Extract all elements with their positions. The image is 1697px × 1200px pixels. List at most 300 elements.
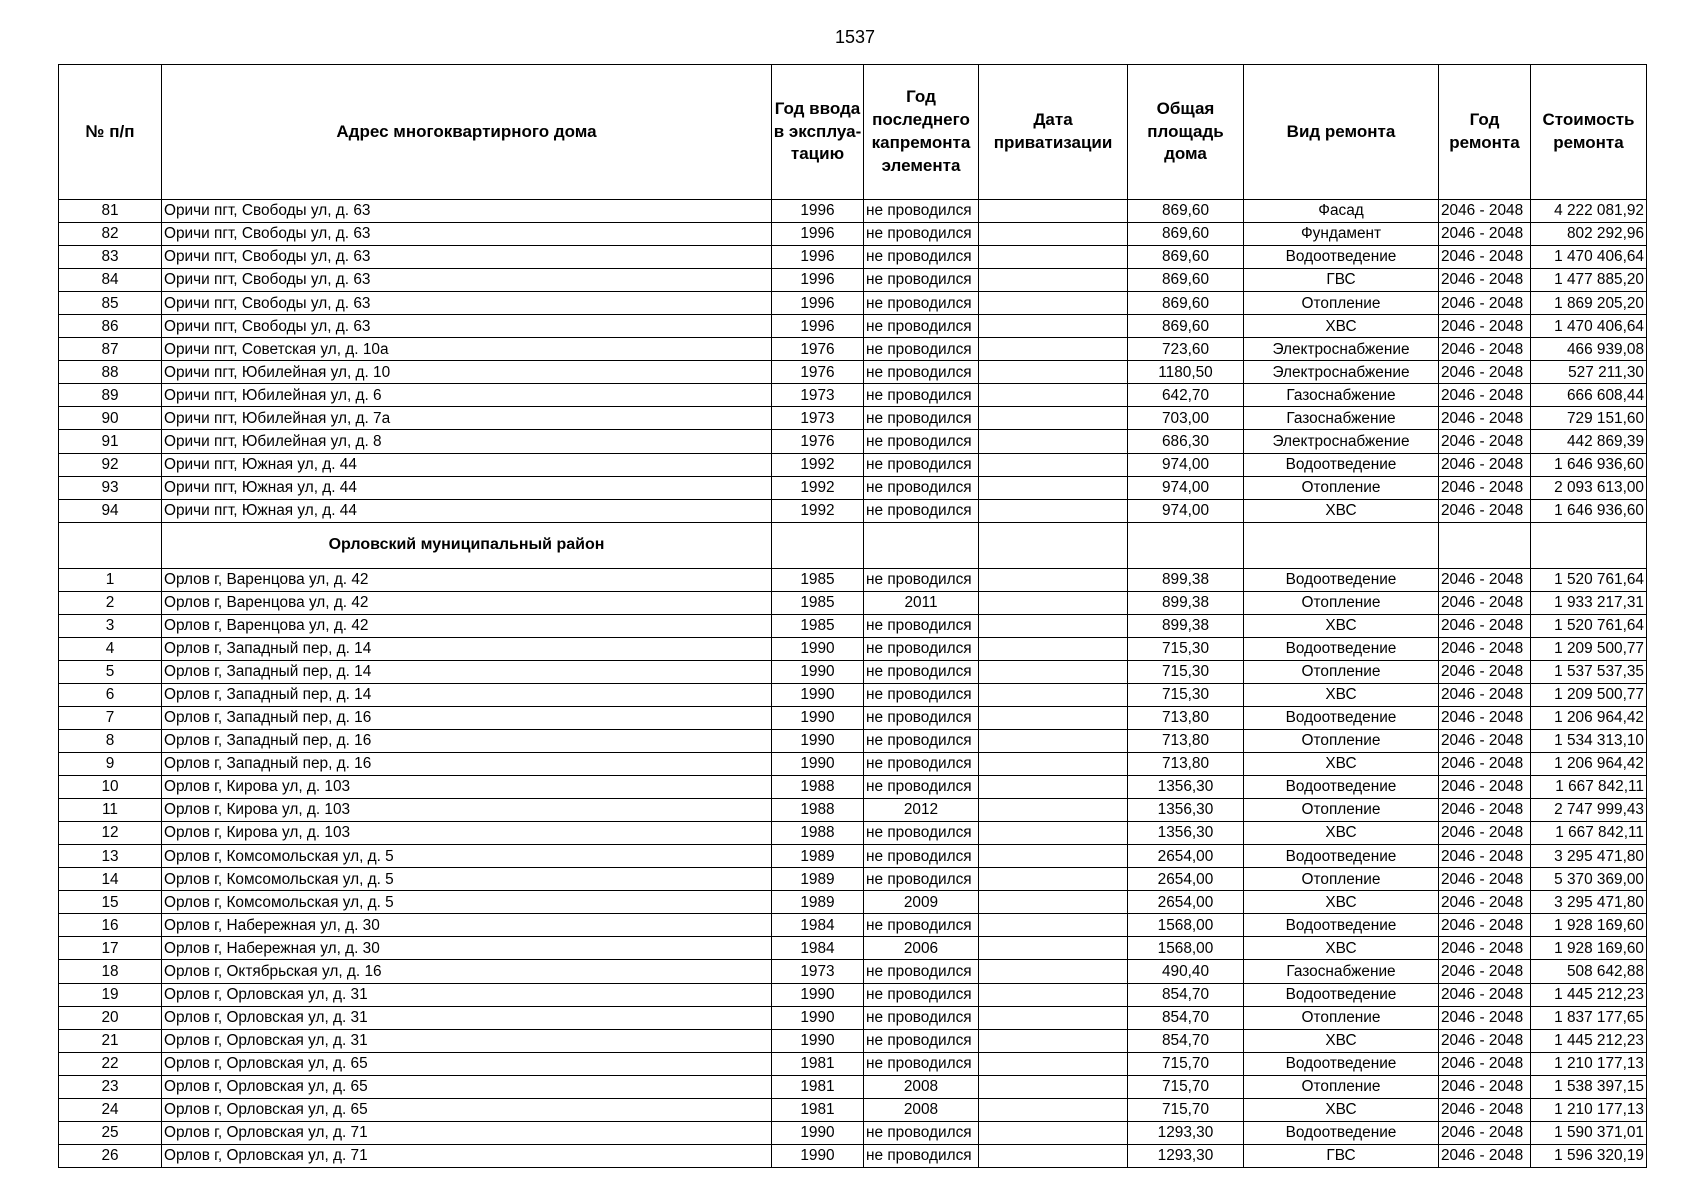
privatization-date-cell (979, 407, 1128, 430)
repair-cost-cell: 3 295 471,80 (1531, 891, 1647, 914)
privatization-date-cell (979, 683, 1128, 706)
repair-period-cell: 2046 - 2048 (1439, 315, 1531, 338)
table-row (59, 960, 1647, 983)
section-title: Орловский муниципальный район (162, 522, 772, 568)
repair-period-cell: 2046 - 2048 (1439, 960, 1531, 983)
address-cell: Орлов г, Орловская ул, д. 65 (162, 1098, 772, 1121)
row-number-cell: 84 (59, 269, 162, 292)
last-repair-cell: не проводился (864, 269, 979, 292)
repair-kind-cell: Отопление (1244, 799, 1439, 822)
last-repair-cell: не проводился (864, 660, 979, 683)
repair-kind-cell: ГВС (1244, 1144, 1439, 1167)
row-number-cell: 14 (59, 868, 162, 891)
last-repair-cell: не проводился (864, 706, 979, 729)
year-commissioned-cell: 1990 (772, 753, 864, 776)
repair-cost-cell: 1 667 842,11 (1531, 822, 1647, 845)
address-cell: Орлов г, Варенцова ул, д. 42 (162, 614, 772, 637)
repair-period-cell: 2046 - 2048 (1439, 361, 1531, 384)
year-commissioned-cell: 1990 (772, 1121, 864, 1144)
repair-cost-cell: 3 295 471,80 (1531, 845, 1647, 868)
row-number-cell: 93 (59, 476, 162, 499)
address-cell: Оричи пгт, Свободы ул, д. 63 (162, 292, 772, 315)
row-number-cell: 7 (59, 706, 162, 729)
address-cell: Орлов г, Комсомольская ул, д. 5 (162, 891, 772, 914)
address-cell: Орлов г, Западный пер, д. 16 (162, 729, 772, 752)
total-area-cell: 869,60 (1128, 223, 1244, 246)
privatization-date-cell (979, 338, 1128, 361)
last-repair-cell: 2008 (864, 1098, 979, 1121)
privatization-date-cell (979, 1121, 1128, 1144)
address-cell: Орлов г, Западный пер, д. 16 (162, 753, 772, 776)
table-row (59, 499, 1647, 522)
table-row (59, 338, 1647, 361)
total-area-cell: 703,00 (1128, 407, 1244, 430)
row-number-cell: 90 (59, 407, 162, 430)
repair-period-cell: 2046 - 2048 (1439, 983, 1531, 1006)
total-area-cell: 490,40 (1128, 960, 1244, 983)
table-body (59, 200, 1647, 1168)
repair-cost-cell: 1 538 397,15 (1531, 1075, 1647, 1098)
privatization-date-cell (979, 914, 1128, 937)
repair-cost-cell: 2 093 613,00 (1531, 476, 1647, 499)
repair-period-cell: 2046 - 2048 (1439, 200, 1531, 223)
year-commissioned-cell: 1990 (772, 706, 864, 729)
table-row (59, 937, 1647, 960)
repair-period-cell: 2046 - 2048 (1439, 937, 1531, 960)
last-repair-cell: не проводился (864, 499, 979, 522)
table-row (59, 660, 1647, 683)
table-row (59, 868, 1647, 891)
repair-kind-cell: Водоотведение (1244, 776, 1439, 799)
table-row (59, 269, 1647, 292)
repair-period-cell: 2046 - 2048 (1439, 1144, 1531, 1167)
repair-cost-cell: 466 939,08 (1531, 338, 1647, 361)
privatization-date-cell (979, 315, 1128, 338)
repair-kind-cell: Водоотведение (1244, 1121, 1439, 1144)
row-number-cell: 1 (59, 568, 162, 591)
repair-period-cell: 2046 - 2048 (1439, 683, 1531, 706)
privatization-date-cell (979, 430, 1128, 453)
section-empty-cell (772, 522, 864, 568)
year-commissioned-cell: 1996 (772, 269, 864, 292)
last-repair-cell: не проводился (864, 683, 979, 706)
privatization-date-cell (979, 1098, 1128, 1121)
address-cell: Орлов г, Октябрьская ул, д. 16 (162, 960, 772, 983)
row-number-cell: 18 (59, 960, 162, 983)
year-commissioned-cell: 1990 (772, 729, 864, 752)
last-repair-cell: не проводился (864, 246, 979, 269)
address-cell: Орлов г, Кирова ул, д. 103 (162, 822, 772, 845)
year-commissioned-cell: 1976 (772, 361, 864, 384)
repair-kind-cell: Водоотведение (1244, 914, 1439, 937)
repair-cost-cell: 1 596 320,19 (1531, 1144, 1647, 1167)
privatization-date-cell (979, 937, 1128, 960)
row-number-cell: 83 (59, 246, 162, 269)
privatization-date-cell (979, 1075, 1128, 1098)
address-cell: Орлов г, Набережная ул, д. 30 (162, 937, 772, 960)
repair-cost-cell: 4 222 081,92 (1531, 200, 1647, 223)
address-cell: Орлов г, Западный пер, д. 14 (162, 660, 772, 683)
repair-kind-cell: Газоснабжение (1244, 407, 1439, 430)
repair-cost-cell: 802 292,96 (1531, 223, 1647, 246)
privatization-date-cell (979, 453, 1128, 476)
table-row (59, 200, 1647, 223)
last-repair-cell: не проводился (864, 384, 979, 407)
repair-period-cell: 2046 - 2048 (1439, 614, 1531, 637)
year-commissioned-cell: 1976 (772, 430, 864, 453)
privatization-date-cell (979, 269, 1128, 292)
table-row (59, 223, 1647, 246)
address-cell: Орлов г, Орловская ул, д. 71 (162, 1144, 772, 1167)
table-row (59, 568, 1647, 591)
year-commissioned-cell: 1985 (772, 568, 864, 591)
total-area-cell: 974,00 (1128, 476, 1244, 499)
repair-kind-cell: Электроснабжение (1244, 430, 1439, 453)
table-row (59, 845, 1647, 868)
repair-period-cell: 2046 - 2048 (1439, 338, 1531, 361)
address-cell: Орлов г, Набережная ул, д. 30 (162, 914, 772, 937)
repair-cost-cell: 1 520 761,64 (1531, 568, 1647, 591)
table-row (59, 591, 1647, 614)
repair-cost-cell: 1 470 406,64 (1531, 315, 1647, 338)
year-commissioned-cell: 1996 (772, 315, 864, 338)
last-repair-cell: не проводился (864, 729, 979, 752)
section-empty-cell (979, 522, 1128, 568)
total-area-cell: 713,80 (1128, 729, 1244, 752)
repair-kind-cell: Водоотведение (1244, 568, 1439, 591)
table-row (59, 753, 1647, 776)
total-area-cell: 869,60 (1128, 200, 1244, 223)
year-commissioned-cell: 1992 (772, 499, 864, 522)
privatization-date-cell (979, 384, 1128, 407)
year-commissioned-cell: 1981 (772, 1075, 864, 1098)
row-number-cell: 81 (59, 200, 162, 223)
year-commissioned-cell: 1973 (772, 960, 864, 983)
address-cell: Оричи пгт, Юбилейная ул, д. 6 (162, 384, 772, 407)
header-repair-period: Год ремонта (1439, 65, 1531, 200)
address-cell: Орлов г, Орловская ул, д. 31 (162, 1029, 772, 1052)
address-cell: Оричи пгт, Свободы ул, д. 63 (162, 246, 772, 269)
last-repair-cell: не проводился (864, 292, 979, 315)
address-cell: Оричи пгт, Свободы ул, д. 63 (162, 315, 772, 338)
last-repair-cell: не проводился (864, 568, 979, 591)
header-num: № п/п (59, 65, 162, 200)
repair-kind-cell: ХВС (1244, 1098, 1439, 1121)
last-repair-cell: не проводился (864, 868, 979, 891)
repair-period-cell: 2046 - 2048 (1439, 914, 1531, 937)
table-row (59, 683, 1647, 706)
total-area-cell: 715,70 (1128, 1075, 1244, 1098)
repair-period-cell: 2046 - 2048 (1439, 292, 1531, 315)
repair-kind-cell: ХВС (1244, 937, 1439, 960)
privatization-date-cell (979, 799, 1128, 822)
privatization-date-cell (979, 753, 1128, 776)
total-area-cell: 642,70 (1128, 384, 1244, 407)
total-area-cell: 899,38 (1128, 568, 1244, 591)
repair-period-cell: 2046 - 2048 (1439, 568, 1531, 591)
repair-cost-cell: 1 590 371,01 (1531, 1121, 1647, 1144)
last-repair-cell: 2008 (864, 1075, 979, 1098)
total-area-cell: 869,60 (1128, 246, 1244, 269)
last-repair-cell: не проводился (864, 753, 979, 776)
year-commissioned-cell: 1996 (772, 292, 864, 315)
table-row (59, 1121, 1647, 1144)
repair-kind-cell: ГВС (1244, 269, 1439, 292)
year-commissioned-cell: 1988 (772, 776, 864, 799)
table-row (59, 822, 1647, 845)
repair-kind-cell: Фасад (1244, 200, 1439, 223)
row-number-cell: 89 (59, 384, 162, 407)
last-repair-cell: 2009 (864, 891, 979, 914)
row-number-cell: 3 (59, 614, 162, 637)
table-row (59, 776, 1647, 799)
privatization-date-cell (979, 476, 1128, 499)
total-area-cell: 1568,00 (1128, 937, 1244, 960)
year-commissioned-cell: 1981 (772, 1052, 864, 1075)
row-number-cell: 86 (59, 315, 162, 338)
header-last-repair: Год последнего капремонта элемента (864, 65, 979, 200)
total-area-cell: 899,38 (1128, 614, 1244, 637)
total-area-cell: 715,70 (1128, 1052, 1244, 1075)
last-repair-cell: не проводился (864, 338, 979, 361)
row-number-cell: 26 (59, 1144, 162, 1167)
repair-kind-cell: Водоотведение (1244, 845, 1439, 868)
privatization-date-cell (979, 960, 1128, 983)
row-number-cell: 8 (59, 729, 162, 752)
repair-period-cell: 2046 - 2048 (1439, 591, 1531, 614)
privatization-date-cell (979, 891, 1128, 914)
privatization-date-cell (979, 729, 1128, 752)
total-area-cell: 1568,00 (1128, 914, 1244, 937)
row-number-cell: 13 (59, 845, 162, 868)
total-area-cell: 713,80 (1128, 753, 1244, 776)
repair-kind-cell: ХВС (1244, 891, 1439, 914)
repair-period-cell: 2046 - 2048 (1439, 845, 1531, 868)
repair-kind-cell: Газоснабжение (1244, 384, 1439, 407)
row-number-cell: 17 (59, 937, 162, 960)
repair-kind-cell: Отопление (1244, 1075, 1439, 1098)
year-commissioned-cell: 1990 (772, 660, 864, 683)
address-cell: Орлов г, Западный пер, д. 14 (162, 637, 772, 660)
year-commissioned-cell: 1996 (772, 200, 864, 223)
repair-cost-cell: 442 869,39 (1531, 430, 1647, 453)
total-area-cell: 1356,30 (1128, 776, 1244, 799)
address-cell: Орлов г, Комсомольская ул, д. 5 (162, 845, 772, 868)
address-cell: Оричи пгт, Юбилейная ул, д. 7а (162, 407, 772, 430)
table-row (59, 430, 1647, 453)
last-repair-cell: не проводился (864, 914, 979, 937)
year-commissioned-cell: 1985 (772, 591, 864, 614)
row-number-cell: 92 (59, 453, 162, 476)
privatization-date-cell (979, 292, 1128, 315)
table-row (59, 246, 1647, 269)
repair-cost-cell: 1 646 936,60 (1531, 453, 1647, 476)
address-cell: Орлов г, Кирова ул, д. 103 (162, 799, 772, 822)
section-empty-cell (864, 522, 979, 568)
year-commissioned-cell: 1984 (772, 937, 864, 960)
address-cell: Оричи пгт, Советская ул, д. 10а (162, 338, 772, 361)
year-commissioned-cell: 1984 (772, 914, 864, 937)
year-commissioned-cell: 1992 (772, 453, 864, 476)
year-commissioned-cell: 1996 (772, 246, 864, 269)
privatization-date-cell (979, 200, 1128, 223)
table-row (59, 1098, 1647, 1121)
last-repair-cell: не проводился (864, 407, 979, 430)
repair-kind-cell: ХВС (1244, 753, 1439, 776)
year-commissioned-cell: 1992 (772, 476, 864, 499)
repair-period-cell: 2046 - 2048 (1439, 1075, 1531, 1098)
repair-cost-cell: 1 933 217,31 (1531, 591, 1647, 614)
row-number-cell: 25 (59, 1121, 162, 1144)
table-row (59, 292, 1647, 315)
row-number-cell: 15 (59, 891, 162, 914)
privatization-date-cell (979, 845, 1128, 868)
last-repair-cell: не проводился (864, 315, 979, 338)
repair-cost-cell: 1 646 936,60 (1531, 499, 1647, 522)
repair-kind-cell: Отопление (1244, 1006, 1439, 1029)
total-area-cell: 686,30 (1128, 430, 1244, 453)
row-number-cell: 87 (59, 338, 162, 361)
section-row (59, 522, 1647, 568)
privatization-date-cell (979, 591, 1128, 614)
year-commissioned-cell: 1990 (772, 683, 864, 706)
last-repair-cell: не проводился (864, 637, 979, 660)
header-address: Адрес многоквартирного дома (162, 65, 772, 200)
address-cell: Орлов г, Орловская ул, д. 31 (162, 1006, 772, 1029)
table-row (59, 1006, 1647, 1029)
last-repair-cell: не проводился (864, 453, 979, 476)
total-area-cell: 2654,00 (1128, 891, 1244, 914)
last-repair-cell: не проводился (864, 1006, 979, 1029)
repair-kind-cell: Водоотведение (1244, 637, 1439, 660)
table-row (59, 407, 1647, 430)
repair-kind-cell: ХВС (1244, 1029, 1439, 1052)
repair-kind-cell: Фундамент (1244, 223, 1439, 246)
year-commissioned-cell: 1976 (772, 338, 864, 361)
last-repair-cell: не проводился (864, 822, 979, 845)
repair-cost-cell: 1 445 212,23 (1531, 983, 1647, 1006)
address-cell: Орлов г, Варенцова ул, д. 42 (162, 568, 772, 591)
table-row (59, 914, 1647, 937)
repair-kind-cell: ХВС (1244, 614, 1439, 637)
address-cell: Оричи пгт, Свободы ул, д. 63 (162, 200, 772, 223)
year-commissioned-cell: 1990 (772, 1006, 864, 1029)
table-row (59, 983, 1647, 1006)
repair-period-cell: 2046 - 2048 (1439, 499, 1531, 522)
section-empty-cell (1531, 522, 1647, 568)
privatization-date-cell (979, 614, 1128, 637)
repair-kind-cell: Водоотведение (1244, 246, 1439, 269)
table-row (59, 453, 1647, 476)
last-repair-cell: не проводился (864, 845, 979, 868)
table-row (59, 799, 1647, 822)
repair-period-cell: 2046 - 2048 (1439, 1006, 1531, 1029)
total-area-cell: 899,38 (1128, 591, 1244, 614)
repair-kind-cell: Водоотведение (1244, 453, 1439, 476)
repair-kind-cell: Водоотведение (1244, 706, 1439, 729)
year-commissioned-cell: 1973 (772, 407, 864, 430)
row-number-cell: 16 (59, 914, 162, 937)
total-area-cell: 2654,00 (1128, 845, 1244, 868)
total-area-cell: 1293,30 (1128, 1144, 1244, 1167)
total-area-cell: 869,60 (1128, 269, 1244, 292)
year-commissioned-cell: 1990 (772, 1029, 864, 1052)
row-number-cell: 2 (59, 591, 162, 614)
repair-period-cell: 2046 - 2048 (1439, 1029, 1531, 1052)
repair-cost-cell: 1 928 169,60 (1531, 937, 1647, 960)
last-repair-cell: 2012 (864, 799, 979, 822)
table-row (59, 384, 1647, 407)
total-area-cell: 715,30 (1128, 660, 1244, 683)
total-area-cell: 869,60 (1128, 315, 1244, 338)
address-cell: Оричи пгт, Юбилейная ул, д. 8 (162, 430, 772, 453)
total-area-cell: 1356,30 (1128, 799, 1244, 822)
repair-kind-cell: Отопление (1244, 292, 1439, 315)
repair-kind-cell: ХВС (1244, 315, 1439, 338)
total-area-cell: 2654,00 (1128, 868, 1244, 891)
year-commissioned-cell: 1990 (772, 983, 864, 1006)
address-cell: Орлов г, Комсомольская ул, д. 5 (162, 868, 772, 891)
year-commissioned-cell: 1989 (772, 868, 864, 891)
repair-period-cell: 2046 - 2048 (1439, 1098, 1531, 1121)
repair-cost-cell: 1 445 212,23 (1531, 1029, 1647, 1052)
total-area-cell: 974,00 (1128, 499, 1244, 522)
table-row (59, 891, 1647, 914)
address-cell: Оричи пгт, Южная ул, д. 44 (162, 499, 772, 522)
repair-kind-cell: Отопление (1244, 729, 1439, 752)
row-number-cell: 24 (59, 1098, 162, 1121)
repair-kind-cell: Газоснабжение (1244, 960, 1439, 983)
address-cell: Орлов г, Кирова ул, д. 103 (162, 776, 772, 799)
repair-cost-cell: 729 151,60 (1531, 407, 1647, 430)
repair-cost-cell: 1 537 537,35 (1531, 660, 1647, 683)
repair-cost-cell: 1 520 761,64 (1531, 614, 1647, 637)
repair-cost-cell: 1 210 177,13 (1531, 1098, 1647, 1121)
repair-kind-cell: ХВС (1244, 499, 1439, 522)
address-cell: Орлов г, Орловская ул, д. 31 (162, 983, 772, 1006)
section-empty-cell (1244, 522, 1439, 568)
table-row (59, 1075, 1647, 1098)
total-area-cell: 854,70 (1128, 983, 1244, 1006)
last-repair-cell: 2006 (864, 937, 979, 960)
repair-period-cell: 2046 - 2048 (1439, 868, 1531, 891)
repair-period-cell: 2046 - 2048 (1439, 1121, 1531, 1144)
privatization-date-cell (979, 1029, 1128, 1052)
total-area-cell: 1293,30 (1128, 1121, 1244, 1144)
table-row (59, 476, 1647, 499)
address-cell: Оричи пгт, Южная ул, д. 44 (162, 453, 772, 476)
total-area-cell: 715,30 (1128, 637, 1244, 660)
total-area-cell: 715,70 (1128, 1098, 1244, 1121)
repair-cost-cell: 1 667 842,11 (1531, 776, 1647, 799)
repair-kind-cell: ХВС (1244, 822, 1439, 845)
repair-kind-cell: Отопление (1244, 868, 1439, 891)
repair-cost-cell: 1 869 205,20 (1531, 292, 1647, 315)
repair-cost-cell: 1 837 177,65 (1531, 1006, 1647, 1029)
repair-period-cell: 2046 - 2048 (1439, 1052, 1531, 1075)
repair-period-cell: 2046 - 2048 (1439, 822, 1531, 845)
last-repair-cell: не проводился (864, 476, 979, 499)
last-repair-cell: не проводился (864, 1052, 979, 1075)
address-cell: Орлов г, Орловская ул, д. 65 (162, 1075, 772, 1098)
table-row (59, 1144, 1647, 1167)
repair-period-cell: 2046 - 2048 (1439, 246, 1531, 269)
row-number-cell: 9 (59, 753, 162, 776)
privatization-date-cell (979, 223, 1128, 246)
total-area-cell: 854,70 (1128, 1006, 1244, 1029)
row-number-cell: 6 (59, 683, 162, 706)
privatization-date-cell (979, 568, 1128, 591)
